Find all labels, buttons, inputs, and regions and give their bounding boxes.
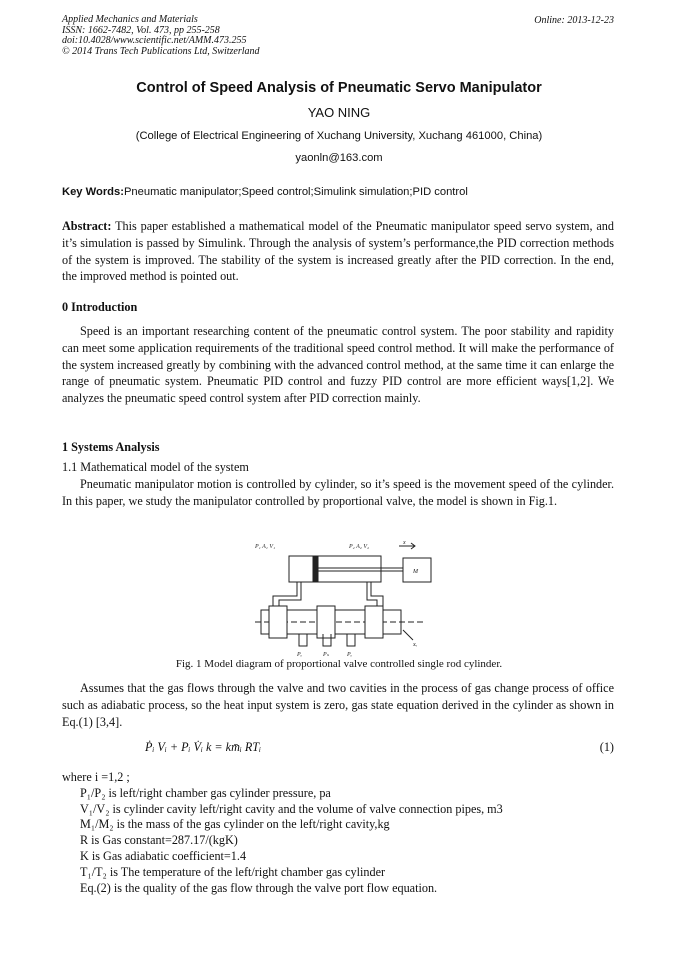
equation-number: (1) (599, 740, 614, 754)
port-exhaust-left (299, 634, 307, 646)
journal-name: Applied Mechanics and Materials (62, 14, 198, 25)
definition-item: Eq.(2) is the quality of the gas flow through the valve port flow equation. (80, 880, 438, 895)
spool-land (317, 606, 335, 638)
author: YAO NING (307, 105, 371, 120)
label-mass: M (413, 569, 418, 575)
spool-land (269, 606, 287, 638)
intro-heading: 0 Introduction (62, 300, 138, 314)
affiliation: (College of Electrical Engineering of Xuchang University, Xuchang 461000, China) (135, 130, 543, 142)
label-right-chamber: P₂ A₂ V₂ (349, 544, 370, 550)
assumes-paragraph: Assumes that the gas flows through the valve and two cavities in the process of gas change process of office such as adiabatic process, so the heat input system is zero, gas state equation derived in the cylinder as shown in Eq.(1) [3,4]. (62, 681, 614, 729)
label-xv: xᵥ (413, 642, 418, 648)
keywords-label: Key Words: (62, 186, 124, 198)
label-ps: Pₛ (323, 652, 329, 658)
abstract-text: This paper established a mathematical model of the Pneumatic manipulator speed servo system, and it’s simulation is passed by Simulink. Through the analysis of system’s performance,the PID correction methods of the system is improved. The stability of the system is increased greatly after the PID correction. In the end, the improved method is pointed out. (62, 219, 614, 284)
definition-item: T₁/T₂ is The temperature of the left/right chamber gas cylinder (80, 864, 386, 879)
definitions-list (62, 770, 614, 896)
systems-heading: 1 Systems Analysis (62, 440, 160, 454)
port-exhaust-right (347, 634, 355, 646)
spool-land (365, 606, 383, 638)
subsection-heading: 1.1 Mathematical model of the system (62, 460, 249, 474)
equation-1: Ṗᵢ Vᵢ + Pᵢ V̇ᵢ k = km̄ᵢ RTᵢ (145, 740, 262, 754)
figure-caption: Fig. 1 Model diagram of proportional valve controlled single rod cylinder. (175, 658, 503, 670)
definition-where: where i =1,2 ; (62, 770, 130, 784)
journal-header (62, 15, 260, 57)
abstract (62, 218, 614, 285)
label-x: x (403, 540, 406, 546)
definition-item: R is Gas constant=287.17/(kgK) (80, 833, 238, 848)
systems-paragraph: Pneumatic manipulator motion is controlled by cylinder, so it’s speed is the movement speed of the cylinder. In this paper, we study the manipulator controlled by proportional valve, the model is shown in Fig.1. (62, 477, 614, 508)
cylinder-body (289, 556, 381, 582)
abstract-label: Abstract: (62, 219, 112, 233)
label-pe-right: Pₑ (347, 652, 353, 658)
doi-line[interactable]: doi:10.4028/www.scientific.net/AMM.473.255 (62, 35, 247, 47)
definition-item: P₁/P₂ is left/right chamber gas cylinder pressure, pa (80, 785, 331, 800)
copyright-line: © 2014 Trans Tech Publications Ltd, Switzerland (62, 45, 260, 57)
author-email[interactable]: yaonln@163.com (295, 152, 383, 164)
label-pe-left: Pₑ (297, 652, 303, 658)
xv-arrow (403, 630, 413, 640)
intro-paragraph: Speed is an important researching content of the pneumatic control system. The poor stability and rapidity can meet some application requirements of the traditional speed control method. It will make the performance of the system increased greatly by combining with the advanced control method, at the same time it can enlarge the range of pneumatic system. Pneumatic PID control and fuzzy PID control are more efficient ways[1,2]. We analyzes the pneumatic speed control system after PID correction mainly. (62, 324, 614, 406)
piston (313, 556, 318, 582)
issn-line: ISSN: 1662-7482, Vol. 473, pp 255-258 (62, 24, 220, 36)
keywords (62, 186, 468, 198)
keywords-text: Pneumatic manipulator;Speed control;Simulink simulation;PID control (123, 186, 468, 198)
definition-item: K is Gas adiabatic coefficient=1.4 (80, 848, 247, 863)
cylinder-valve-diagram (253, 536, 433, 660)
paper-title: Control of Speed Analysis of Pneumatic Servo Manipulator (136, 80, 542, 96)
online-date: Online: 2013-12-23 (534, 15, 614, 26)
definition-item: V₁/V₂ is cylinder cavity left/right cavity and the volume of valve connection pipes, m3 (80, 801, 503, 816)
label-left-chamber: P₁ A₁ V₁ (255, 544, 276, 550)
definition-item: M₁/M₂ is the mass of the gas cylinder on the left/right cavity,kg (80, 817, 390, 832)
